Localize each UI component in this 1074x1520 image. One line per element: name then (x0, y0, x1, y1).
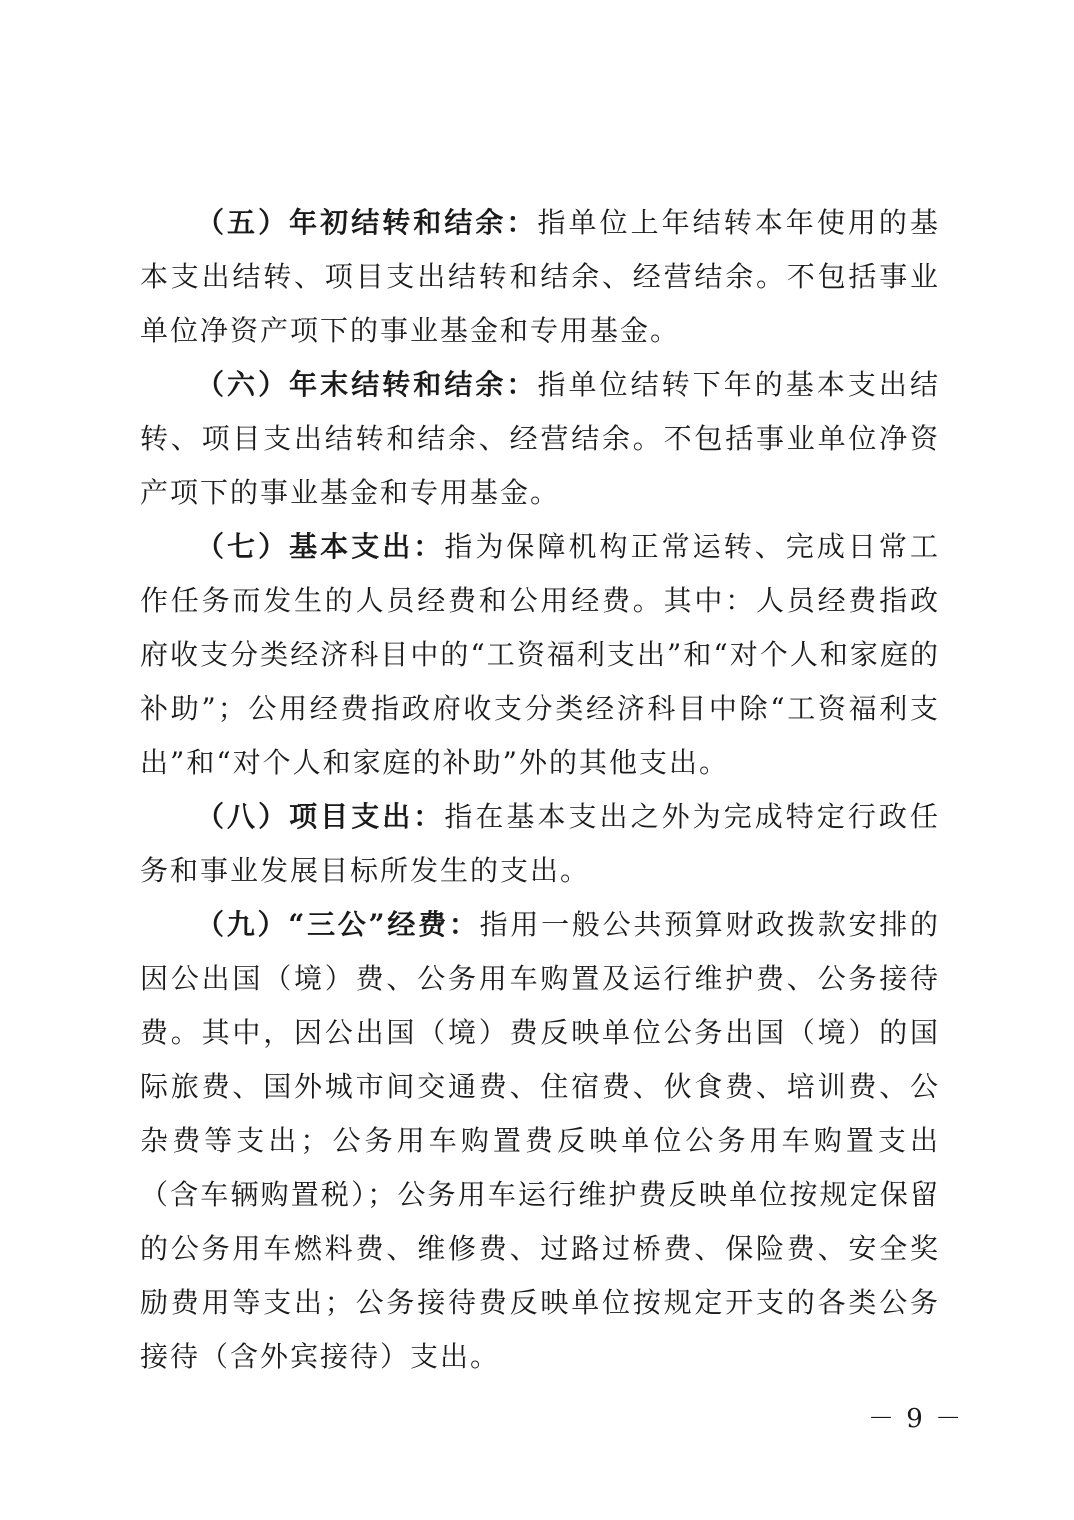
term-definition: 指在基本支出之外为完成特定行政任务和事业发展目标所发生的支出。 (140, 800, 940, 887)
term-definition: 指单位结转下年的基本支出结转、项目支出结转和结余、经营结余。不包括事业单位净资产项下的事业基金和专用基金。 (140, 368, 940, 509)
paragraph-6 (140, 358, 940, 520)
term-definition: 指单位上年结转本年使用的基本支出结转、项目支出结转和结余、经营结余。不包括事业单位净资产项下的事业基金和专用基金。 (140, 206, 940, 347)
paragraph-9 (140, 898, 940, 1384)
term-heading: （五）年初结转和结余： (196, 206, 538, 239)
paragraph-7 (140, 520, 940, 790)
paragraph-8 (140, 790, 940, 898)
term-definition: 指为保障机构正常运转、完成日常工作任务而发生的人员经费和公用经费。其中：人员经费指政府收支分类经济科目中的“工资福利支出”和“对个人和家庭的补助”；公用经费指政府收支分类经济科目中除“工资福利支出”和“对个人和家庭的补助”外的其他支出。 (140, 530, 940, 779)
term-heading: （六）年末结转和结余： (196, 368, 538, 401)
term-definition: 指用一般公共预算财政拨款安排的因公出国（境）费、公务用车购置及运行维护费、公务接待费。其中，因公出国（境）费反映单位公务出国（境）的国际旅费、国外城市间交通费、住宿费、伙食费、培训费、公杂费等支出；公务用车购置费反映单位公务用车购置支出（含车辆购置税）；公务用车运行维护费反映单位按规定保留的公务用车燃料费、维修费、过路过桥费、保险费、安全奖励费用等支出；公务接待费反映单位按规定开支的各类公务接待（含外宾接待）支出。 (140, 908, 940, 1373)
term-heading: （七）基本支出： (196, 530, 445, 563)
term-heading: （九）“三公”经费： (196, 908, 480, 941)
document-body (140, 196, 940, 1384)
paragraph-5 (140, 196, 940, 358)
term-heading: （八）项目支出： (196, 800, 445, 833)
page-number: － 9 － (868, 1404, 964, 1434)
